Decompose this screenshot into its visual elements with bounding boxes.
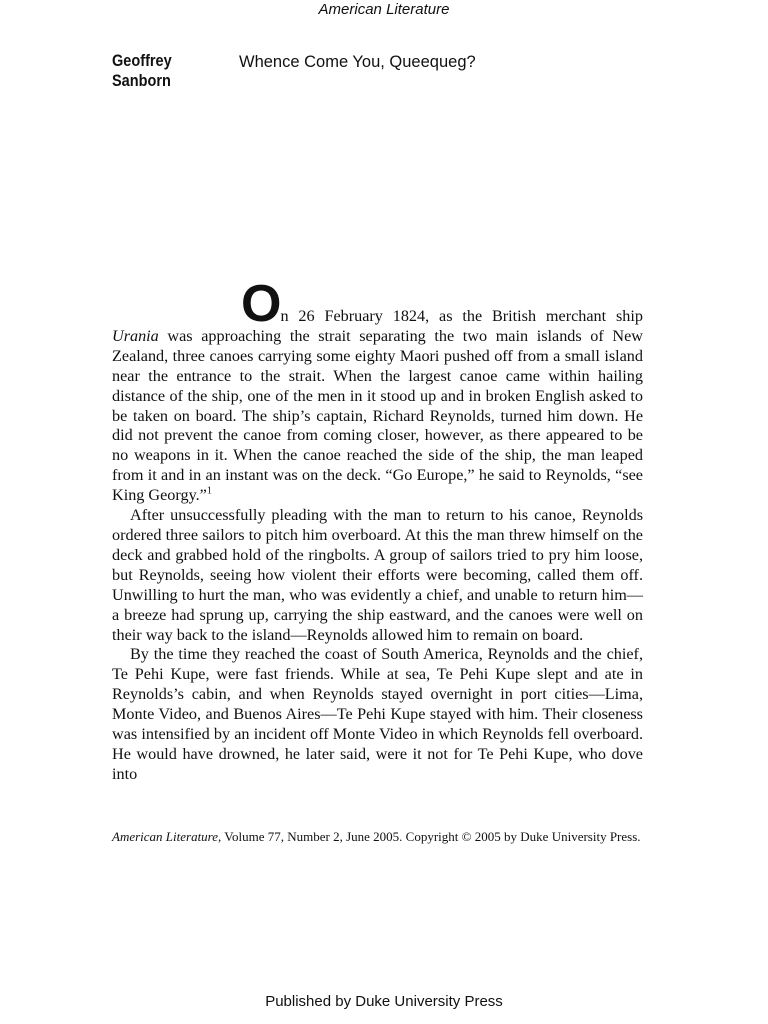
paragraph-3: By the time they reached the coast of South America, Reynolds and the chief, Te Pehi Kupe, were fast friends. While at sea, Te Pehi Kupe slept and ate in Reynolds’s cabin, and when Reynolds stayed overnight in port cities—Lima, Monte Video, and Buenos Aires—Te Pehi Kupe stayed with him. Their closeness was intensified by an incident off Monte Video in which Reynolds fell overboard. He would have drowned, he later said, were it not for Te Pehi Kupe, who dove into bbox=[112, 645, 643, 783]
author-last-name: Sanborn bbox=[112, 72, 171, 90]
paragraph-1-start: n 26 February 1824, as the British merchant ship bbox=[280, 307, 643, 325]
author-name bbox=[112, 51, 209, 91]
paragraph-1-rest: was approaching the strait separating the two main islands of New Zealand, three canoes carrying some eighty Maori pushed off from a small island near the entrance to the strait. When the largest canoe came within hailing distance of the ship, one of the men in it stood up and in broken English asked to be taken on board. The ship’s captain, Richard Reynolds, turned him down. He did not prevent the canoe from coming closer, however, as there appeared to be no weapons in it. When the canoe reached the side of the ship, the man leaped from it and in an instant was on the deck. “Go Europe,” he said to Reynolds, “see King Georgy.” bbox=[112, 326, 643, 505]
paragraph-2: After unsuccessfully pleading with the man to return to his canoe, Reynolds ordered three sailors to pitch him overboard. At this the man threw himself on the deck and grabbed hold of the ringbolts. A group of sailors tried to pry him loose, but Reynolds, seeing how violent their efforts were becoming, called them off. Unwilling to hurt the man, who was evidently a chief, and unable to return him—a breeze had sprung up, carrying the ship eastward, and the canoes were well on their way back to the island—Reynolds allowed him to remain on board. bbox=[112, 506, 643, 644]
article-title: Whence Come You, Queequeg? bbox=[239, 53, 476, 71]
running-head: American Literature bbox=[318, 1, 450, 18]
article-body bbox=[112, 275, 643, 785]
citation-details: , Volume 77, Number 2, June 2005. Copyright © 2005 by Duke University Press. bbox=[218, 829, 641, 844]
citation-note bbox=[112, 829, 643, 845]
paragraph-1 bbox=[112, 275, 643, 506]
drop-cap: O bbox=[241, 275, 281, 333]
publisher-line: Published by Duke University Press bbox=[265, 993, 503, 1010]
ship-name: Urania bbox=[112, 326, 159, 345]
author-first-name: Geoffrey bbox=[112, 52, 172, 70]
footnote-marker[interactable]: 1 bbox=[206, 485, 212, 497]
journal-name: American Literature bbox=[112, 829, 219, 844]
